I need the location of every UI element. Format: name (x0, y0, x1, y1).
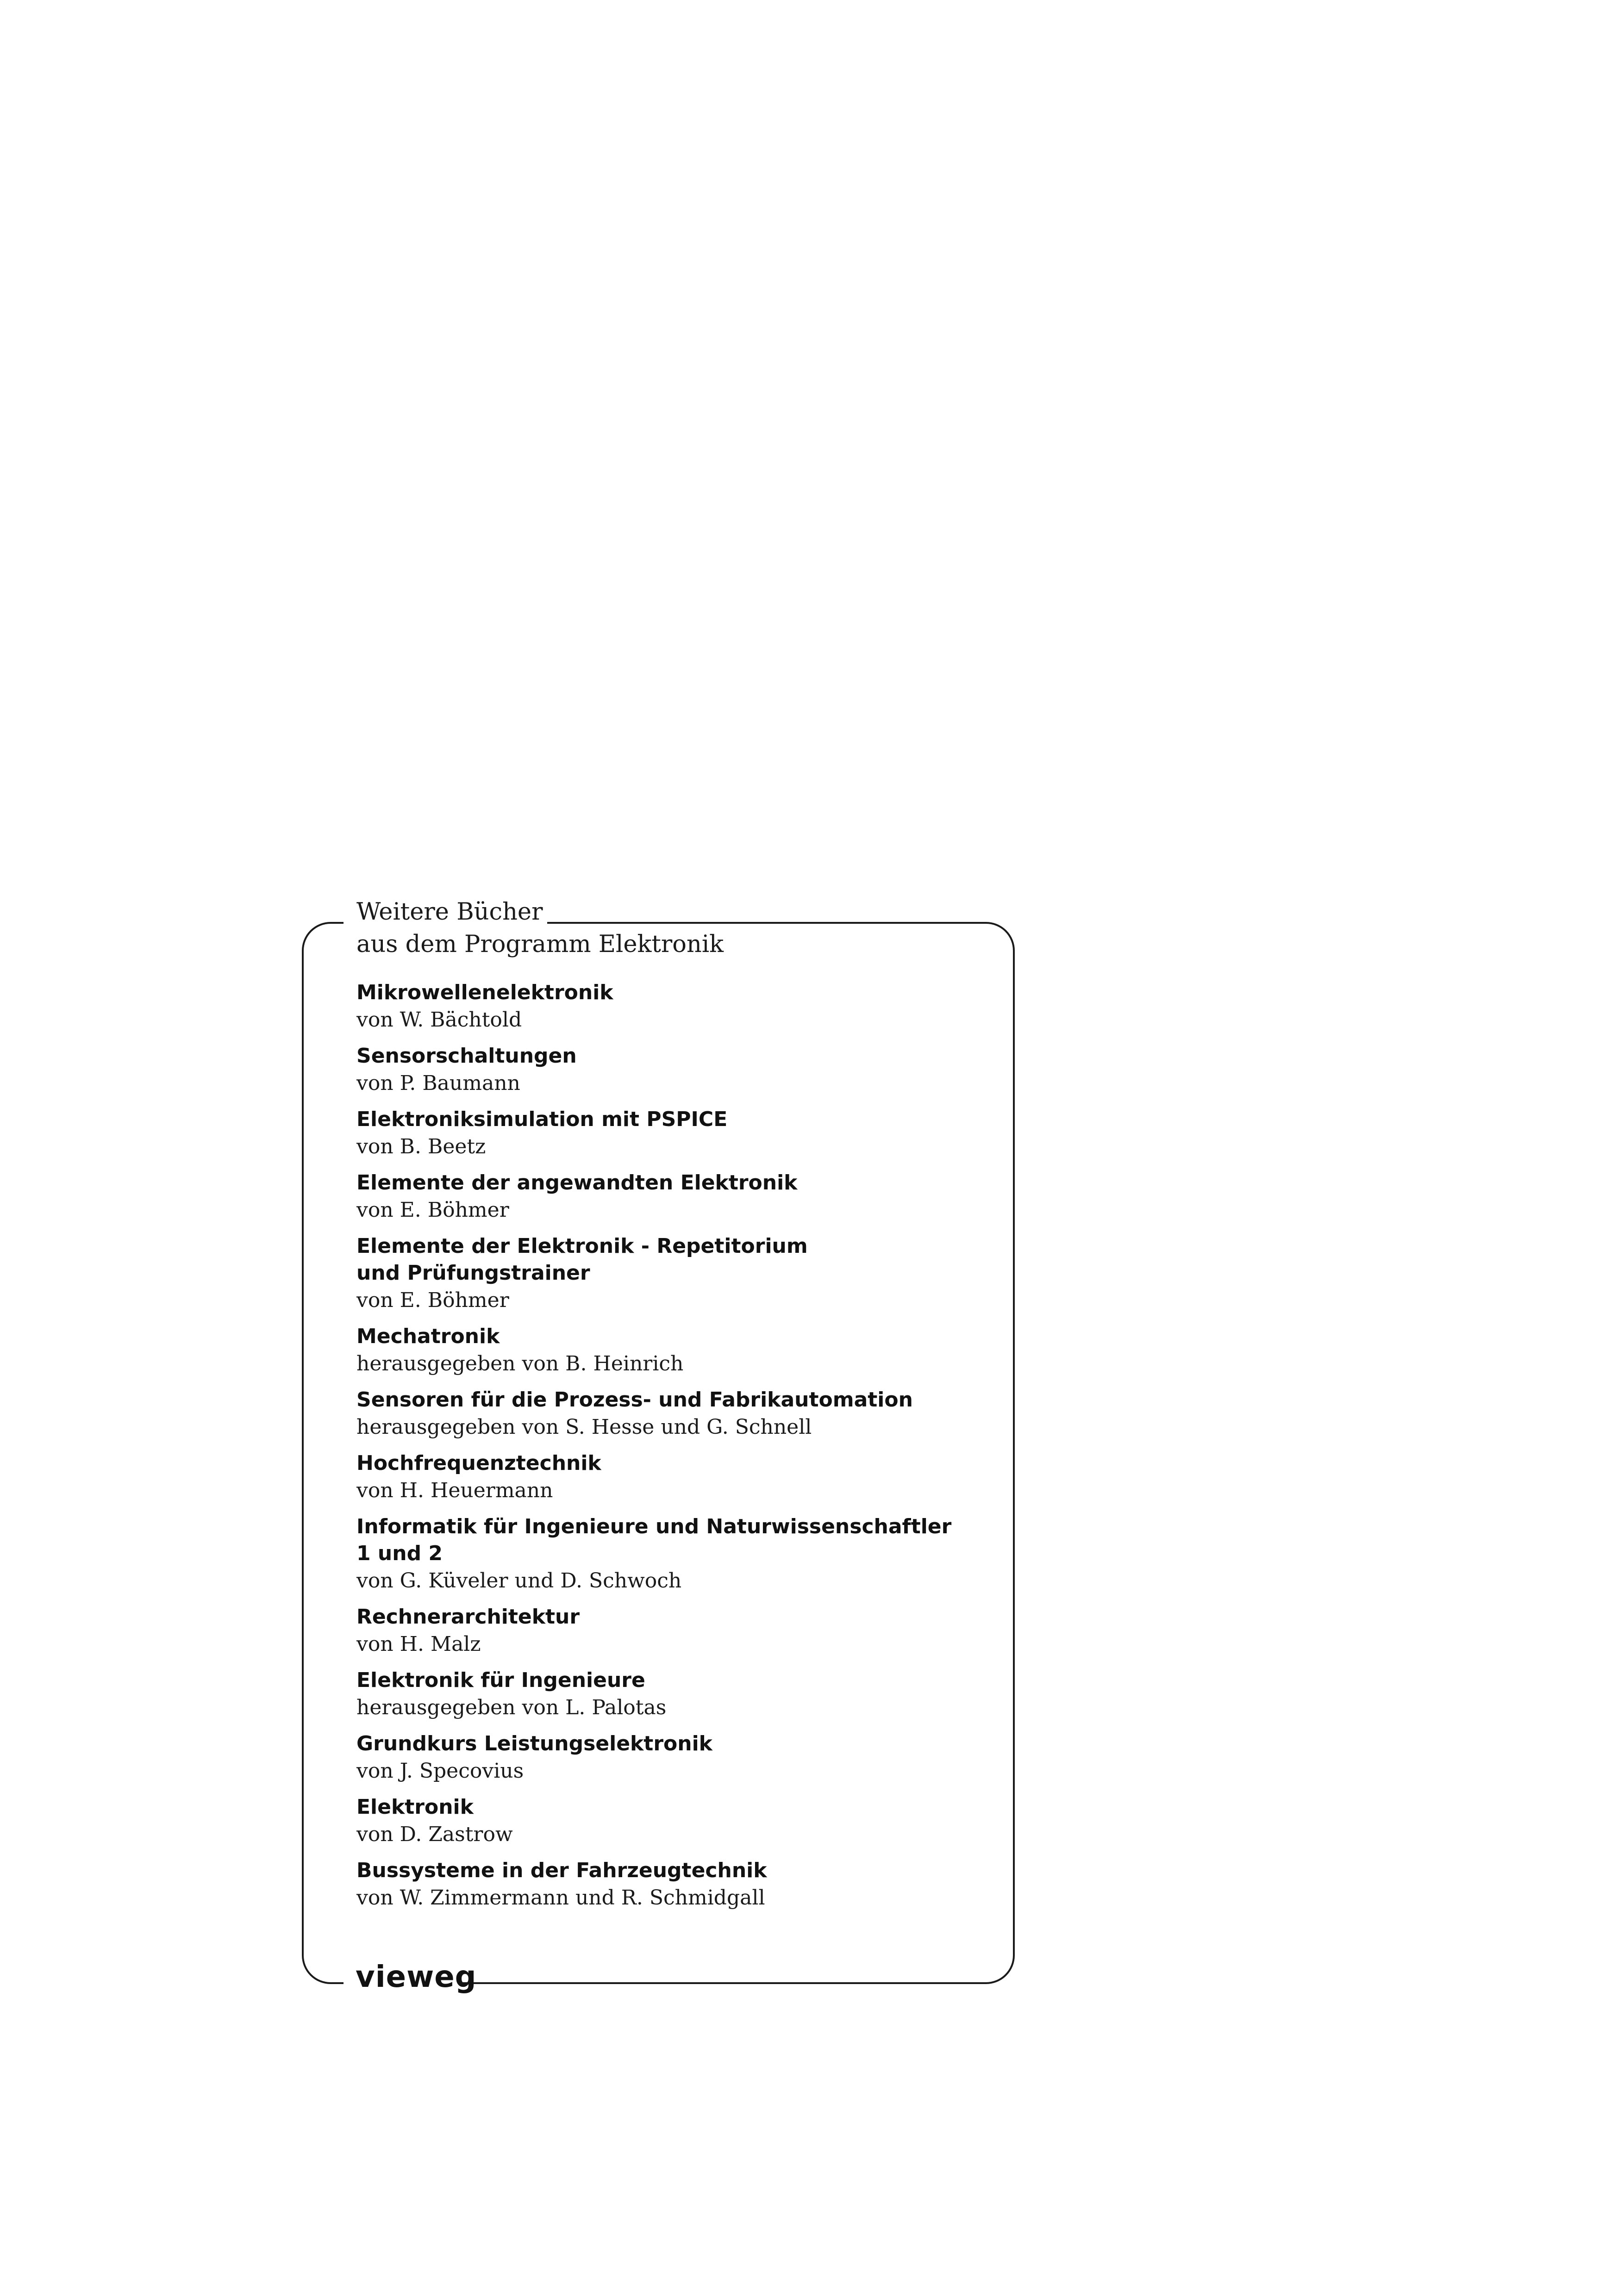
book-entry (356, 1604, 986, 1658)
book-entry (356, 1794, 986, 1848)
book-title: Rechnerarchitektur (356, 1605, 580, 1629)
heading-line-2: aus dem Programm Elektronik (356, 931, 724, 958)
book-entry (356, 1730, 986, 1785)
book-author: herausgegeben von B. Heinrich (356, 1352, 684, 1375)
book-entry (356, 1387, 986, 1441)
book-entry (356, 1106, 986, 1160)
book-author: von P. Baumann (356, 1071, 520, 1095)
book-entry (356, 1233, 986, 1314)
book-title: Bussysteme in der Fahrzeugtechnik (356, 1859, 767, 1882)
book-title: Sensorschaltungen (356, 1044, 577, 1068)
book-title: Elektroniksimulation mit PSPICE (356, 1108, 728, 1131)
book-title: Elemente der angewandten Elektronik (356, 1171, 798, 1195)
book-author: von B. Beetz (356, 1135, 486, 1158)
heading-line-1: Weitere Bücher (356, 898, 543, 926)
book-entry (356, 1857, 986, 1911)
book-entry (356, 1043, 986, 1097)
book-entry (356, 979, 986, 1033)
book-title: Informatik für Ingenieure und Naturwissenschaftler (356, 1515, 952, 1538)
book-title: und Prüfungstrainer (356, 1261, 590, 1285)
book-title: Mikrowellenelektronik (356, 981, 613, 1004)
book-title: Mechatronik (356, 1325, 500, 1348)
book-author: von W. Zimmermann und R. Schmidgall (356, 1886, 765, 1910)
book-author: von E. Böhmer (356, 1288, 509, 1312)
book-author: von D. Zastrow (356, 1823, 513, 1846)
book-entry (356, 1513, 986, 1594)
book-title: 1 und 2 (356, 1542, 443, 1565)
book-title: Hochfrequenztechnik (356, 1451, 601, 1475)
book-title: Elemente der Elektronik - Repetitorium (356, 1234, 808, 1258)
publisher-logo: vieweg (356, 1960, 477, 1994)
book-author: von H. Heuermann (356, 1479, 553, 1502)
book-list (356, 979, 986, 1921)
book-entry (356, 1667, 986, 1721)
book-author: von W. Bächtold (356, 1008, 522, 1032)
book-entry (356, 1450, 986, 1504)
book-entry (356, 1170, 986, 1224)
book-title: Elektronik (356, 1795, 474, 1819)
book-title: Sensoren für die Prozess- und Fabrikautomation (356, 1388, 913, 1412)
book-title: Grundkurs Leistungselektronik (356, 1732, 712, 1755)
book-author: von E. Böhmer (356, 1198, 509, 1222)
book-author: von J. Specovius (356, 1759, 524, 1783)
book-title: Elektronik für Ingenieure (356, 1668, 645, 1692)
box-heading (356, 896, 724, 961)
book-author: von G. Küveler und D. Schwoch (356, 1569, 682, 1593)
book-author: herausgegeben von S. Hesse und G. Schnell (356, 1415, 812, 1439)
book-entry (356, 1323, 986, 1377)
book-author: von H. Malz (356, 1632, 481, 1656)
book-author: herausgegeben von L. Palotas (356, 1696, 667, 1719)
